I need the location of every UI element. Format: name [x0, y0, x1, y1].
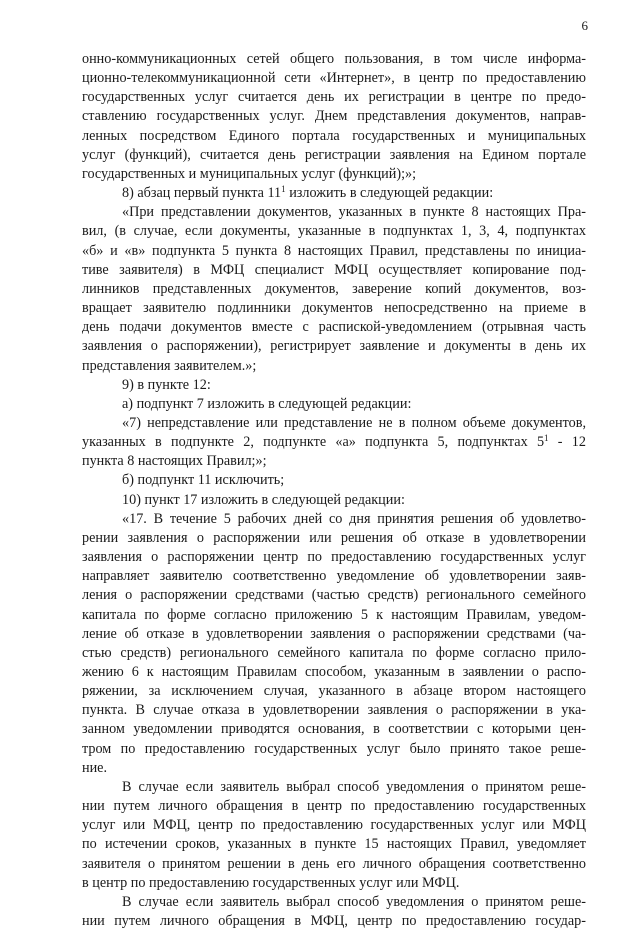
text-line: ленных посредством Единого портала государственных и муниципальных	[82, 127, 586, 144]
superscript: 1	[544, 433, 549, 444]
text-line: 9) в пункте 12:	[122, 376, 211, 393]
text-line: заявления о распоряжении), регистрирует заявление и документы в день их	[82, 338, 586, 355]
text-line: тром по предоставлению государственных услуг было принято такое реше-	[82, 740, 586, 757]
text-line: а) подпункт 7 изложить в следующей редакции:	[122, 395, 412, 412]
text-line: «При представлении документов, указанных в пункте 8 настоящих Пра-	[122, 204, 586, 221]
text-line: ление об отказе в удовлетворении заявления о распоряжении средствами (ча-	[82, 625, 586, 642]
text-line: капитала по форме согласно приложению 5 к настоящим Правилам, уведом-	[82, 606, 586, 623]
text-line: «17. В течение 5 рабочих дней со дня принятия решения об удовлетво-	[122, 510, 586, 527]
text-line: ряжении, за исключением случая, указанного в абзаце втором настоящего	[82, 683, 586, 700]
text-line: В случае если заявитель выбрал способ уведомления о принятом реше-	[122, 778, 586, 795]
text-line: услуг (функций), считается день регистрации заявления на Едином портале	[82, 146, 586, 163]
text-line: нии путем личного обращения в центр по предоставлению государственных	[82, 798, 586, 815]
text-line: В случае если заявитель выбрал способ уведомления о принятом реше-	[122, 893, 586, 910]
text-line: по истечении сроков, указанных в пункте 15 настоящих Правил, уведомляет	[82, 836, 586, 853]
text-line: 10) пункт 17 изложить в следующей редакции:	[122, 491, 405, 508]
text-line: онно-коммуникационных сетей общего пользования, в том числе информа-	[82, 51, 586, 67]
text-line: пункта. В случае отказа в удовлетворении заявления о распоряжении в ука-	[82, 702, 586, 719]
text-line: «7) непредставление или представление не в полном объеме документов,	[122, 414, 586, 431]
document-body	[82, 50, 586, 931]
text-fragment: - 12	[548, 434, 586, 451]
text-line: направляет заявителю соответственно уведомление об удовлетворении заяв-	[82, 568, 586, 585]
text-line: заявления о распоряжении центр по предоставлению государственных услуг	[82, 549, 586, 566]
text-line: жению 6 к настоящим Правилам способом, указанным в заявлении о распо-	[82, 664, 586, 680]
text-fragment: 8) абзац первый пункта 11	[122, 185, 282, 202]
text-line: день подачи документов вместе с распиской-уведомлением (отрывная часть	[82, 319, 586, 336]
superscript: 1	[281, 184, 286, 195]
text-line: услуг или МФЦ, центр по предоставлению государственных услуг или МФЦ	[82, 817, 586, 834]
text-line: заявителя о принятом решении в день его личного обращения соответственно	[82, 855, 586, 872]
text-line: ставлению государственных услуг. Днем представления документов, направ-	[82, 108, 586, 125]
text-line: нии путем личного обращения в МФЦ, центр по предоставлению государ-	[82, 913, 586, 930]
page-number: 6	[581, 18, 588, 33]
text-line	[82, 433, 586, 452]
text-line: тиве заявителя) в МФЦ специалист МФЦ осуществляет копирование под-	[82, 261, 586, 278]
text-line: ционно-телекоммуникационной сети «Интернет», в центр по предоставлению	[82, 70, 586, 87]
text-line: ние.	[82, 759, 108, 776]
text-line: вращает заявителю подлинники документов непосредственно на приеме в	[82, 300, 586, 317]
text-line: линников представленных документов, заверение копий документов, воз-	[82, 280, 586, 297]
text-line: ления о распоряжении средствами (частью средств) регионального семейного	[82, 587, 586, 604]
text-line: пункта 8 настоящих Правил;»;	[82, 453, 267, 470]
text-line: б) подпункт 11 исключить;	[122, 472, 285, 489]
text-line: «б» и «в» подпункта 5 пункта 8 настоящих Правил, представлены по инициа-	[82, 242, 586, 259]
text-line: стью средств) регионального семейного капитала по форме согласно прило-	[82, 644, 586, 661]
text-line: занном уведомлении приводятся основания, в соответствии с которыми цен-	[82, 721, 586, 738]
text-line: государственных услуг считается день их регистрации в центре по предо-	[82, 89, 586, 106]
text-line: рении заявления о распоряжении или решения об отказе в удовлетворении	[82, 529, 586, 546]
text-fragment: изложить в следующей редакции:	[285, 185, 494, 202]
text-line: государственных и муниципальных услуг (функций);»;	[82, 165, 417, 182]
text-line: представления заявителем.»;	[82, 357, 257, 374]
text-fragment: указанных в подпункте 2, подпункте «а» подпункта 5, подпунктах 5	[82, 434, 545, 451]
text-line: в центр по предоставлению государственных услуг или МФЦ.	[82, 874, 460, 891]
text-line: вил, (в случае, если документы, указанные в подпунктах 1, 3, 4, подпунктах	[82, 223, 586, 240]
text-line	[82, 184, 586, 203]
